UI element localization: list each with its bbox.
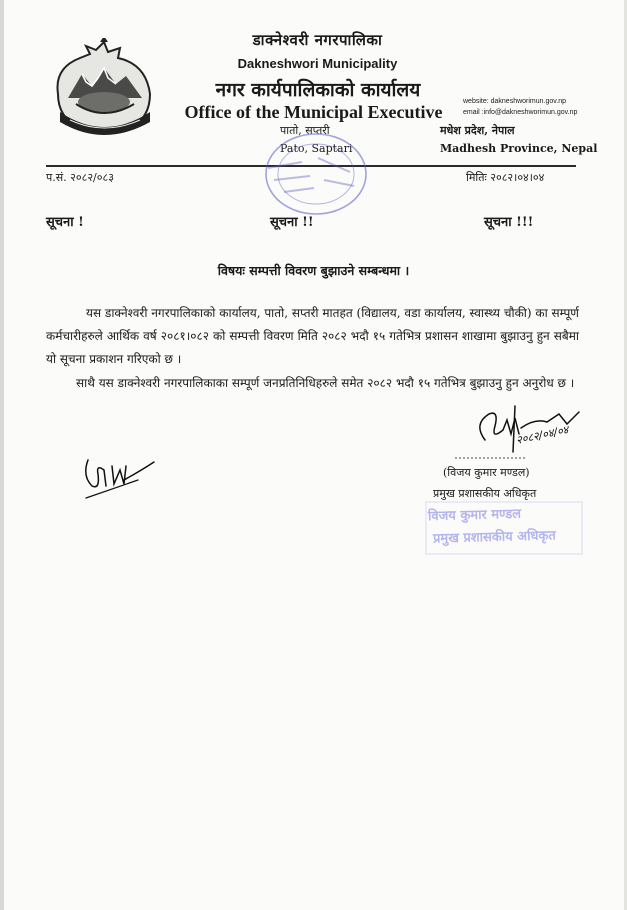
municipality-name-np: डाक्नेश्वरी नगरपालिका [252, 31, 383, 49]
notice-heading-3: सूचना !!! [484, 215, 534, 230]
local-address-en: Pato, Saptari [280, 142, 353, 155]
officer-signature [455, 400, 583, 462]
scan-edge-left [0, 0, 4, 910]
body-paragraph-2: साथै यस डाक्नेश्वरी नगरपालिकाका सम्पूर्ण जनप्रतिनिधिहरुले समेत २०८२ भदौ १५ गतेभित्र बुझाउनु हुन अनुरोध छ । [76, 376, 575, 390]
office-seal-stamp [254, 128, 372, 218]
nepal-emblem-icon [46, 38, 164, 138]
reference-number: प.सं. २०८२/०८३ [46, 171, 114, 184]
notice-heading-2: सूचना !! [270, 215, 314, 230]
signatory-name: (विजय कुमार मण्डल) [443, 466, 530, 479]
svg-text:२०८२/०४/०४: २०८२/०४/०४ [514, 423, 570, 447]
contact-block [463, 96, 577, 118]
office-title-en: Office of the Municipal Executive [184, 102, 443, 122]
name-stamp-line-2: प्रमुख प्रशासकीय अधिकृत [432, 528, 557, 547]
website-text: website: dakneshworimun.gov.np [463, 98, 566, 105]
local-address-np: पातो, सप्तरी [280, 124, 330, 137]
province-en: Madhesh Province, Nepal [440, 142, 598, 155]
office-title-np: नगर कार्यपालिकाको कार्यालय [215, 79, 421, 101]
province-address [440, 122, 597, 158]
body-paragraph-1: यस डाक्नेश्वरी नगरपालिकाको कार्यालय, पातो, सप्तरी मातहत (विद्यालय, वडा कार्यालय, स्वास्थ्य चौकी) का सम्पूर्ण कर्मचारीहरुले आर्थिक वर्ष २०८१।०८२ को सम्पत्ती विवरण मिति २०८२ भदौ १५ गतेभित्र प्रशासन शाखामा बुझाउनु हुन सबैमा यो सूचना प्रकाशन गरिएको छ । [46, 306, 579, 366]
email-text: email :info@dakneshworimun.gov.np [463, 109, 578, 116]
notice-heading-1: सूचना ! [46, 215, 84, 230]
subject-line: विषयः सम्पत्ती विवरण बुझाउने सम्बन्धमा । [217, 263, 410, 278]
province-np: मधेश प्रदेश, नेपाल [440, 124, 515, 137]
municipality-name-en: Dakneshwori Municipality [237, 56, 398, 71]
initials-signature [78, 440, 158, 502]
signatory-title: प्रमुख प्रशासकीय अधिकृत [433, 487, 537, 500]
document-date: मितिः २०८२।०४।०४ [466, 171, 545, 184]
name-stamp-line-1: विजय कुमार मण्डल [427, 506, 522, 525]
